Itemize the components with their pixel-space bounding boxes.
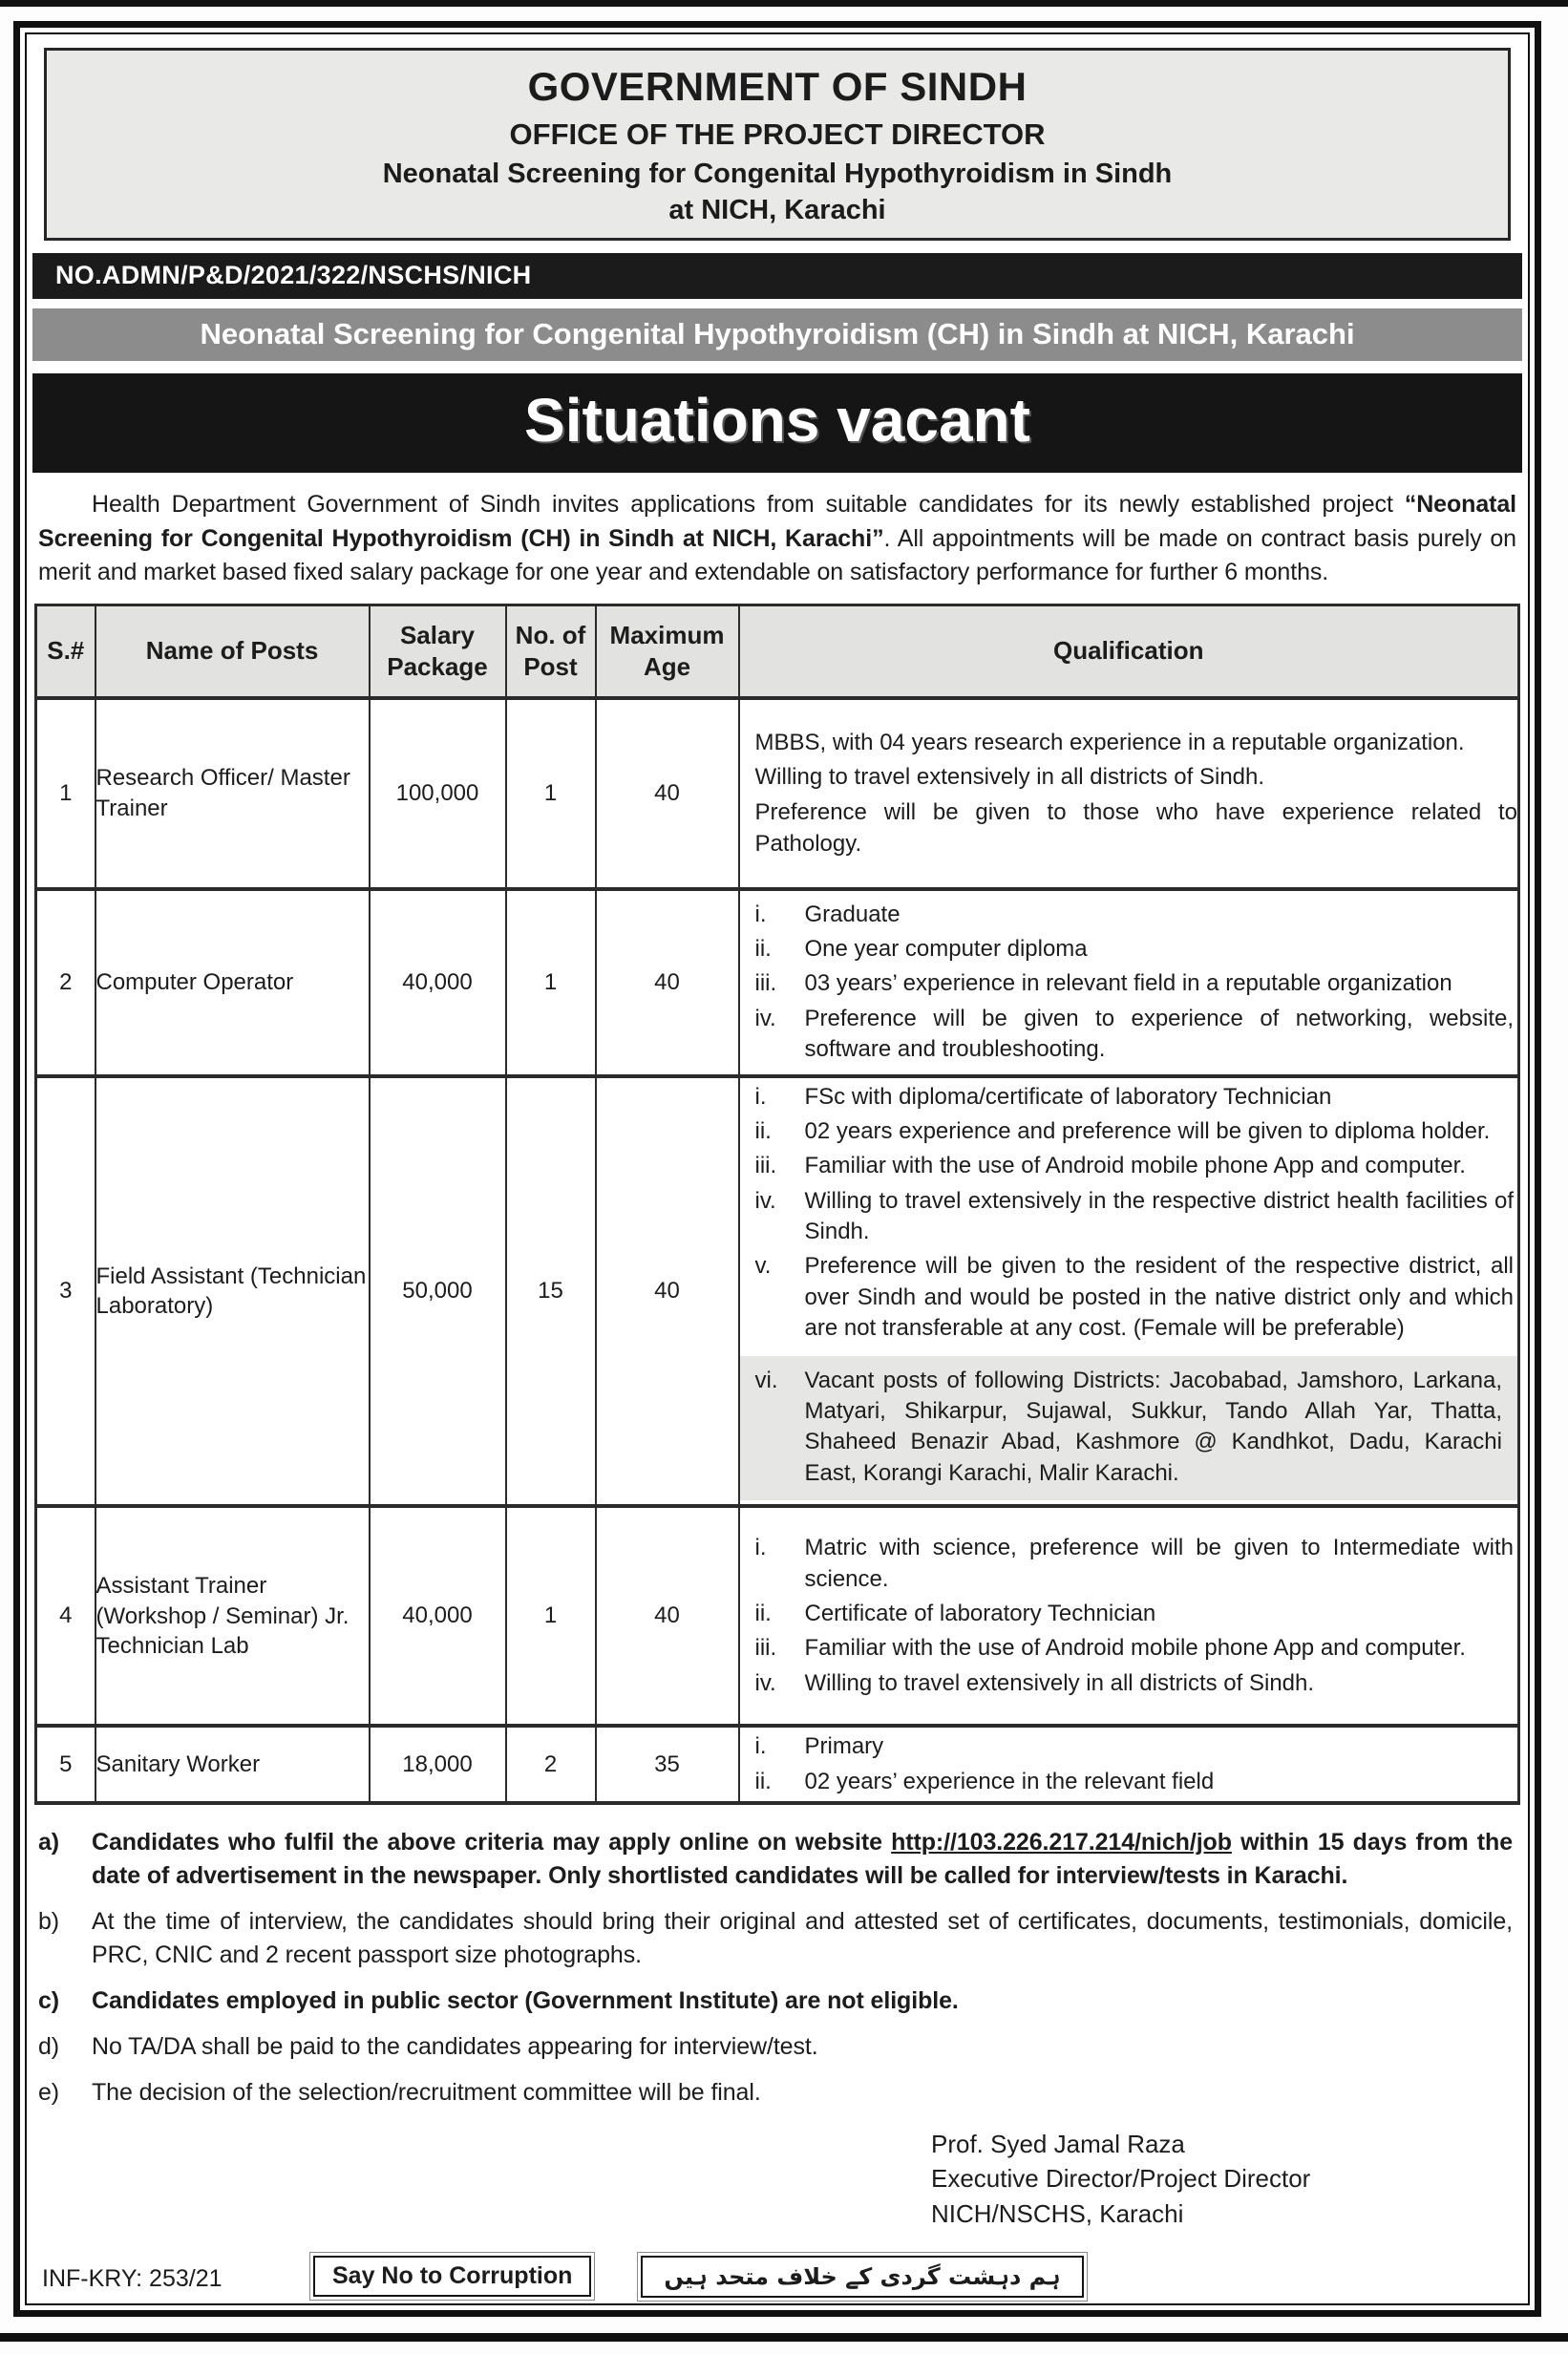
note-d [38,2030,1516,2064]
qual-item [740,934,1518,965]
qual-item-numeral: ii. [754,1768,772,1794]
note-c [38,1984,1516,2018]
inf-number: INF-KRY: 253/21 [42,2265,222,2293]
qual-item-numeral: iii. [754,1635,777,1662]
col-header-noofpost: No. of Post [506,605,596,698]
note-label: a) [38,1828,60,1856]
table-row-2 [36,889,1519,1076]
qual-item-text: Graduate [804,901,901,927]
qual-item-text: 02 years experience and preference will be given to diploma holder. [804,1117,1491,1144]
posts-count-cell: 1 [506,889,596,1076]
header-box [44,48,1511,241]
notes-list [38,1826,1516,2110]
apply-url: http://103.226.217.214/nich/job [891,1828,1232,1856]
qual-item [740,968,1518,999]
qual-item-numeral: ii. [754,1600,772,1626]
salary-cell: 40,000 [370,1506,506,1726]
note-label: c) [38,1986,60,2014]
subtitle-bar: Neonatal Screening for Congenital Hypothyroidism (CH) in Sindh at NICH, Karachi [32,308,1522,361]
qual-item-text: Certificate of laboratory Technician [804,1600,1156,1626]
posts-count-cell: 1 [506,698,596,889]
corruption-box [309,2252,595,2301]
table-header-row [36,605,1519,698]
post-name-cell: Sanitary Worker [95,1726,370,1803]
note-label: e) [38,2078,60,2106]
qual-item-numeral: ii. [754,1117,772,1144]
note-text: The decision of the selection/recruitment committee will be final. [92,2078,761,2106]
sno-cell: 3 [36,1076,95,1507]
posts-count-cell: 15 [506,1076,596,1507]
qual-item-highlighted-districts [740,1356,1518,1501]
qual-item [740,1082,1518,1113]
project-title: Neonatal Screening for Congenital Hypothyroidism in Sindh [382,159,1173,189]
qual-item-text: 02 years’ experience in the relevant field [804,1768,1215,1794]
jobs-table [34,604,1520,1805]
note-b [38,1905,1516,1972]
posts-count-cell: 2 [506,1726,596,1803]
qual-item [740,1251,1518,1344]
table-row-1 [36,698,1519,889]
qual-item-numeral: vi. [754,1367,778,1393]
qualification-cell [739,1076,1519,1507]
qual-item [740,900,1518,930]
qual-item [740,1668,1518,1699]
qual-item-numeral: i. [754,1733,767,1760]
note-text: Candidates employed in public sector (Government Institute) are not eligible. [92,1986,959,2014]
note-a-pre: Candidates who fulfil the above criteria may apply online on website [92,1828,892,1856]
qual-line: Preference will be given to those who have experience related to Pathology. [754,798,1517,857]
qualification-cell [739,698,1519,889]
intro-post: . All appointments will be made on contract basis purely on merit and market based fixed salary package for one year and extendable on satisfactory performance for further 6 months. [38,524,1516,585]
qual-item [740,1004,1518,1066]
col-header-qualification: Qualification [739,605,1519,698]
max-age-cell: 35 [596,1726,739,1803]
col-header-salary: Salary Package [370,605,506,698]
footer-row [42,2252,1513,2302]
signatory-name: Prof. Syed Jamal Raza [931,2129,1185,2158]
location-line: at NICH, Karachi [668,195,886,225]
posts-count-cell: 1 [506,1506,596,1726]
qual-item-text: FSc with diploma/certificate of laboratory Technician [804,1083,1332,1110]
salary-cell: 18,000 [370,1726,506,1803]
note-a [38,1826,1516,1893]
government-title: GOVERNMENT OF SINDH [527,64,1028,109]
ad-inner-frame [25,32,1530,2305]
note-text: At the time of interview, the candidates should bring their original and attested set of certificates, documents, testimonials, domicile, PRC, CNIC and 2 recent passport size photographs. [92,1907,1513,1968]
max-age-cell: 40 [596,1506,739,1726]
max-age-cell: 40 [596,889,739,1076]
col-header-age: Maximum Age [596,605,739,698]
qual-item [740,1186,1518,1248]
qual-item-numeral: iv. [754,1187,776,1214]
post-name-cell: Computer Operator [95,889,370,1076]
qual-item-text: Preference will be given to experience of networking, website, software and troubleshooting. [804,1005,1514,1063]
qual-item-text: Preference will be given to the resident of the respective district, all over Sindh and would be posted in the native district only and which are not transferable at any cost. (Female will be preferable) [804,1253,1514,1342]
qual-item-text: Matric with science, preference will be given to Intermediate with science. [804,1535,1514,1592]
qual-item [740,1116,1518,1147]
intro-project-name: “Neonatal Screening for Congenital Hypothyroidism (CH) in Sindh at NICH, Karachi” [38,491,1516,552]
qual-item-text: One year computer diploma [804,935,1088,962]
ad-title: Situations vacant [32,373,1522,473]
table-row-4 [36,1506,1519,1726]
salary-cell: 50,000 [370,1076,506,1507]
qual-item [740,1599,1518,1629]
post-name-cell: Field Assistant (Technician Laboratory) [95,1076,370,1507]
qual-item-numeral: iii. [754,1153,777,1179]
qual-line: MBBS, with 04 years research experience in a reputable organization. [754,730,1465,756]
note-label: d) [38,2032,60,2060]
sno-cell: 1 [36,698,95,889]
qual-item [740,1731,1518,1762]
sno-cell: 4 [36,1506,95,1726]
ad-outer-frame [13,21,1541,2317]
qual-item-text: Familiar with the use of Android mobile phone App and computer. [804,1635,1466,1662]
qual-item-text: Familiar with the use of Android mobile phone App and computer. [804,1153,1466,1179]
qual-item-numeral: i. [754,1083,767,1110]
note-e [38,2076,1516,2110]
scan-top-edge [0,0,1568,7]
qual-line: Willing to travel extensively in all districts of Sindh. [754,764,1265,791]
intro-pre: Health Department Government of Sindh invites applications from suitable candidates for its newly established project [92,491,1405,518]
max-age-cell: 40 [596,698,739,889]
qual-item [740,1533,1518,1595]
intro-paragraph [38,488,1516,590]
salary-cell: 100,000 [370,698,506,889]
qual-item-numeral: v. [754,1253,772,1280]
qualification-cell [739,1506,1519,1726]
qual-item-numeral: i. [754,901,767,927]
reference-number-bar: NO.ADMN/P&D/2021/322/NSCHS/NICH [32,253,1522,299]
qual-item [740,1767,1518,1797]
qual-item [740,1151,1518,1181]
corruption-box-text: Say No to Corruption [313,2256,591,2297]
urdu-stamp-box [637,2252,1087,2302]
qual-item-numeral: iv. [754,1669,776,1696]
qual-item-numeral: iii. [754,970,777,997]
qual-item-text: Primary [804,1733,884,1760]
note-a-post: within 15 days from the date of advertisement in the newspaper. Only shortlisted candidates will be called for interview/tests in Karachi. [92,1828,1513,1889]
signatory-org: NICH/NSCHS, Karachi [931,2198,1184,2228]
sno-cell: 2 [36,889,95,1076]
qualification-cell [739,889,1519,1076]
col-header-post: Name of Posts [95,605,370,698]
qualification-paragraphs [740,727,1518,859]
note-text: No TA/DA shall be paid to the candidates appearing for interview/test. [92,2032,818,2060]
urdu-stamp-text: ہم دہشت گردی کے خلاف متحد ہیں [641,2256,1083,2298]
qual-item-text: Willing to travel extensively in all districts of Sindh. [804,1669,1315,1696]
col-header-sno: S.# [36,605,95,698]
note-text [92,1826,1516,1893]
qual-item-text: Vacant posts of following Districts: Jacobabad, Jamshoro, Larkana, Matyari, Shikarpur, Sujawal, Sukkur, Tando Allah Yar, Thatta, Shaheed Benazir Abad, Kashmore @ Kandhkot, Dadu, Karachi East, Korangi Karachi, Malir Karachi. [804,1367,1502,1486]
post-name-cell: Research Officer/ Master Trainer [95,698,370,889]
sno-cell: 5 [36,1726,95,1803]
post-name-cell: Assistant Trainer (Workshop / Seminar) Jr. Technician Lab [95,1506,370,1726]
qual-item-numeral: ii. [754,935,772,962]
qual-item-numeral: i. [754,1535,767,1561]
signatory-title: Executive Director/Project Director [931,2164,1311,2194]
signature-block [931,2127,1526,2231]
note-label: b) [38,1907,60,1935]
salary-cell: 40,000 [370,889,506,1076]
qual-item-numeral: iv. [754,1005,776,1031]
qual-item-text: 03 years’ experience in relevant field in a reputable organization [804,970,1452,997]
qualification-cell [739,1726,1519,1803]
table-row-5 [36,1726,1519,1803]
office-title: OFFICE OF THE PROJECT DIRECTOR [509,117,1046,151]
scan-bottom-edge [0,2333,1568,2342]
qual-item-text: Willing to travel extensively in the respective district health facilities of Sindh. [804,1187,1514,1245]
table-row-3 [36,1076,1519,1507]
qual-item [740,1633,1518,1664]
max-age-cell: 40 [596,1076,739,1507]
